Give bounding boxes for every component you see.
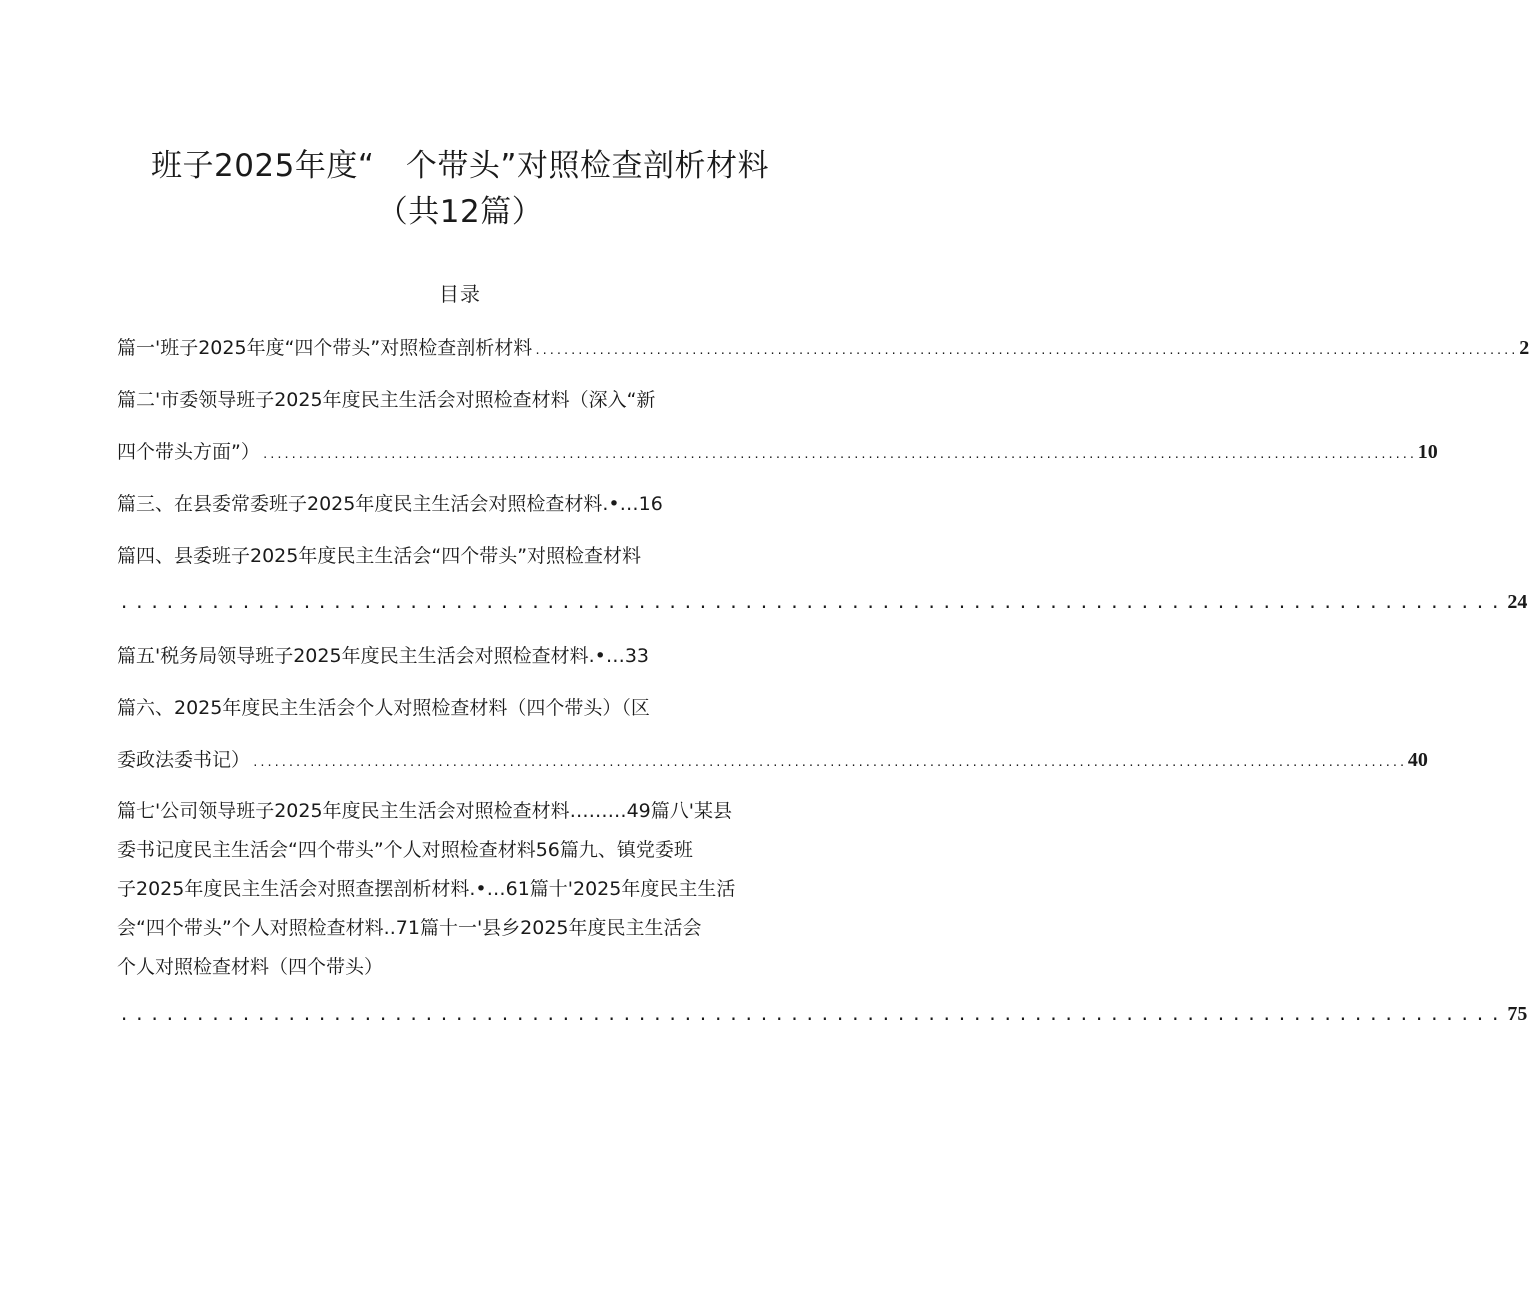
toc-entry-2-title: 篇二'市委领导班子2025年度民主生活会对照检查材料（深入“新: [117, 389, 656, 411]
dot-leader: ...........................................................................................: [119, 1005, 1506, 1025]
toc-heading: 目录: [439, 282, 481, 306]
dot-leader: ...........................................................................................: [119, 593, 1506, 613]
toc-entry-2-page: 10: [1417, 441, 1438, 463]
toc-entry-2-continuation: [117, 438, 1438, 466]
toc-entry-4-page: 24: [1507, 591, 1528, 613]
toc-entry-2-title-cont: 四个带头方面”）: [117, 441, 260, 463]
dot-leader: ..................................................................................................................................................................: [252, 756, 1406, 769]
toc-block-line-2: 委书记度民主生活会“四个带头”个人对照检查材料56篇九、镇党委班: [117, 839, 693, 861]
toc-entry-6-page: 40: [1407, 749, 1428, 771]
toc-entry-3-title: 篇三、在县委常委班子2025年度民主生活会对照检查材料.•…16: [117, 493, 663, 515]
toc-block-line-3: 子2025年度民主生活会对照查摆剖析材料.•…61篇十'2025年度民主生活: [117, 878, 736, 900]
toc-entry-4-leader-line: [117, 588, 1528, 616]
toc-entry-6-title-cont: 委政法委书记）: [117, 749, 251, 771]
toc-entry-5-title: 篇五'税务局领导班子2025年度民主生活会对照检查材料.•…33: [117, 645, 650, 667]
toc-entry-1-page: 2: [1519, 337, 1529, 359]
toc-entry-1-title: 篇一'班子2025年度“四个带头”对照检查剖析材料: [117, 337, 533, 359]
toc-block-line-4: 会“四个带头”个人对照检查材料..71篇十一'县乡2025年度民主生活会: [117, 917, 702, 939]
toc-entry-6-title: 篇六、2025年度民主生活会个人对照检查材料（四个带头）（区: [117, 697, 650, 719]
toc-block-line-5: 个人对照检查材料（四个带头）: [117, 956, 384, 978]
toc-block-line-1: 篇七'公司领导班子2025年度民主生活会对照检查材料………49篇八'某县: [117, 800, 732, 822]
toc-entry-4-title: 篇四、县委班子2025年度民主生活会“四个带头”对照检查材料: [117, 545, 642, 567]
document-title-line-2: （共12篇）: [376, 194, 544, 230]
toc-entry-last-page: 75: [1507, 1003, 1528, 1025]
toc-entry-6-continuation: [117, 746, 1428, 774]
dot-leader: ..................................................................................................................................................................: [261, 448, 1416, 461]
dot-leader: ..........................................................................................................................................: [534, 344, 1518, 357]
toc-block-leader-line: [117, 1000, 1528, 1028]
toc-entry-1: [117, 334, 1529, 362]
document-title-line-1: 班子2025年度“ 个带头”对照检查剖析材料: [150, 148, 769, 184]
